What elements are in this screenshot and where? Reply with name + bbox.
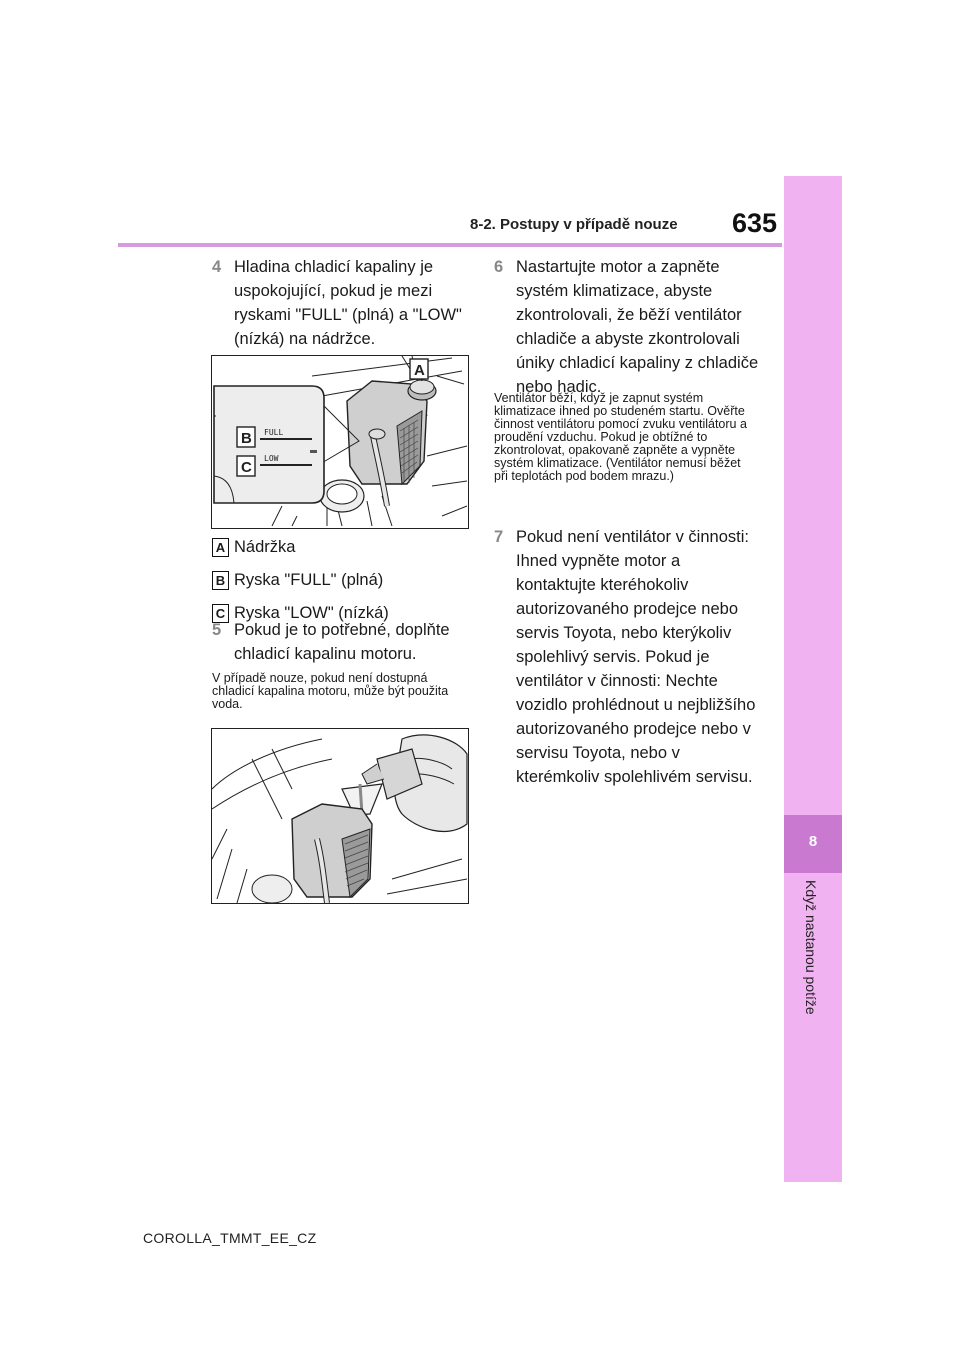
step-text: Nastartujte motor a zapněte systém klimatizace, abyste zkontrolovali, že běží ventilátor chladiče a abyste zkontrolovali úniky chladicí kapaliny z chladiče nebo hadic.	[516, 258, 759, 396]
legend-text: Ryska "FULL" (plná)	[234, 571, 384, 589]
step-number: 6	[494, 258, 504, 276]
legend-badge: B	[212, 571, 229, 590]
legend-badge: A	[212, 538, 229, 557]
note-water: V případě nouze, pokud není dostupná chladicí kapalina motoru, může být použita voda.	[212, 671, 449, 711]
step-5	[212, 618, 470, 666]
step-number: 7	[494, 528, 504, 546]
step-text: Hladina chladicí kapaliny je uspokojující, pokud je mezi ryskami "FULL" (plná) a "LOW" (nízká) na nádržce.	[234, 258, 462, 348]
chapter-number: 8	[808, 833, 818, 850]
coolant-reservoir-illustration	[211, 355, 469, 529]
header-divider	[118, 243, 782, 247]
refill-drawing	[212, 729, 468, 903]
figure-legend	[212, 535, 470, 625]
step-6	[494, 255, 762, 399]
refill-coolant-illustration	[211, 728, 469, 904]
document-code: COROLLA_TMMT_EE_CZ	[143, 1230, 317, 1246]
callout-c: C	[241, 459, 252, 476]
note-fan: Ventilátor běží, když je zapnut systém klimatizace ihned po studeném startu. Ověřte činnost ventilátoru pomocí zvuku ventilátoru a proudění vzduchu. Pokud je obtížné to zkontrolovat, opakovaně zapněte a vypněte systém klimatizace. (Ventilátor nemusí běžet při teplotách pod bodem mrazu.)	[494, 391, 747, 483]
legend-text: Nádržka	[234, 538, 296, 556]
legend-item-b	[212, 568, 470, 592]
page-number: 635	[732, 208, 778, 238]
legend-badge: C	[212, 604, 229, 623]
legend-text: Ryska "LOW" (nízká)	[234, 604, 389, 622]
section-title: 8-2. Postupy v případě nouze	[470, 216, 678, 233]
step-7	[494, 525, 762, 789]
step-text: Pokud je to potřebné, doplňte chladicí kapalinu motoru.	[234, 621, 450, 663]
legend-item-a	[212, 535, 470, 559]
step-text: Pokud není ventilátor v činnosti: Ihned vypněte motor a kontaktujte kteréhokoliv autorizovaného prodejce nebo servis Toyota, nebo kterýkoliv spolehlivý servis. Pokud je ventilátor v činnosti: Nechte vozidlo prohlédnout u nejbližšího autorizovaného prodejce nebo v servisu Toyota, nebo v kterémkoliv spolehlivém servisu.	[516, 528, 756, 786]
reservoir-drawing	[212, 356, 468, 528]
callout-a: A	[414, 362, 425, 379]
chapter-title: Když nastanou potíže	[803, 880, 819, 1015]
step-number: 4	[212, 258, 222, 276]
step-number: 5	[212, 621, 222, 639]
step-4	[212, 255, 470, 351]
callout-b: B	[241, 430, 252, 447]
chapter-title-wrap	[784, 880, 842, 1040]
low-mark-label: LOW	[264, 454, 279, 463]
full-mark-label: FULL	[264, 428, 284, 437]
